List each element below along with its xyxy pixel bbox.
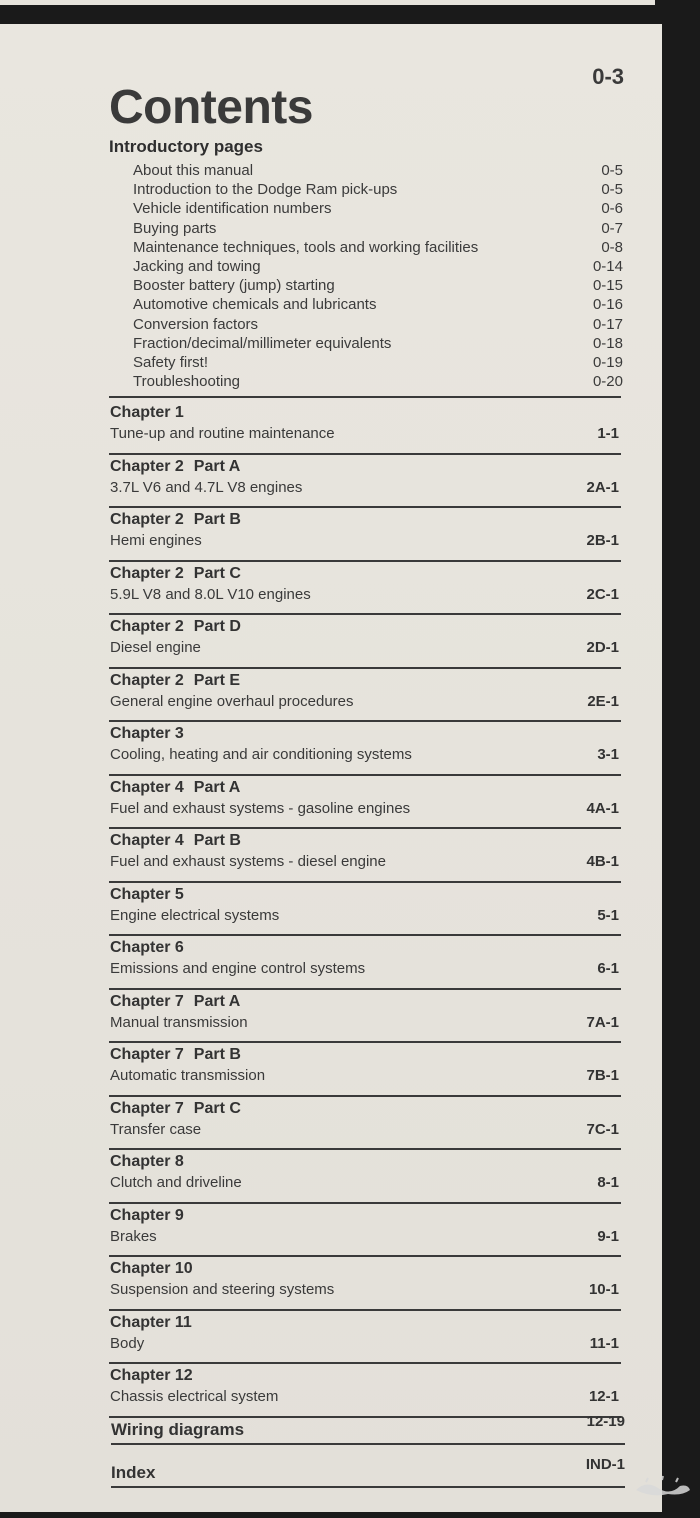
chapter-part: Part C bbox=[193, 1099, 241, 1117]
chapter-number: Chapter 2 bbox=[110, 457, 184, 475]
chapter-title: Hemi engines bbox=[110, 532, 202, 549]
chapter-entry bbox=[109, 562, 621, 616]
chapter-heading bbox=[110, 1314, 192, 1332]
chapter-title: Automatic transmission bbox=[110, 1067, 266, 1084]
chapter-page: 7A-1 bbox=[586, 1013, 619, 1031]
chapter-title: Clutch and driveline bbox=[110, 1174, 242, 1191]
chapter-title: Manual transmission bbox=[110, 1013, 248, 1031]
chapter-part: Part A bbox=[193, 457, 241, 475]
chapter-number: Chapter 6 bbox=[110, 939, 184, 956]
chapter-title: Cooling, heating and air conditioning systems bbox=[110, 746, 412, 763]
chapter-number: Chapter 2 bbox=[110, 671, 184, 689]
chapter-page: 10-1 bbox=[588, 1281, 619, 1298]
intro-item-page: 0-14 bbox=[592, 257, 623, 275]
intro-item bbox=[133, 180, 623, 199]
chapter-number: Chapter 7 bbox=[110, 992, 184, 1010]
intro-item-label: Conversion factors bbox=[133, 315, 259, 333]
chapter-part: Part D bbox=[193, 618, 241, 635]
chapter-title: 5.9L V8 and 8.0L V10 engines bbox=[110, 585, 311, 603]
intro-item bbox=[133, 353, 623, 372]
chapter-title: Fuel and exhaust systems - gasoline engines bbox=[110, 799, 411, 817]
index-label: Index bbox=[111, 1463, 156, 1482]
chapter-title: Body bbox=[110, 1334, 145, 1352]
chapter-entry bbox=[109, 829, 621, 883]
intro-item-page: 0-15 bbox=[592, 277, 623, 295]
chapter-part: Part B bbox=[193, 511, 241, 528]
chapter-entry bbox=[109, 615, 621, 669]
chapter-number: Chapter 10 bbox=[110, 1260, 193, 1277]
intro-item-page: 0-5 bbox=[601, 181, 623, 199]
chapter-heading bbox=[110, 1367, 193, 1385]
wiring-diagrams-label: Wiring diagrams bbox=[111, 1420, 245, 1439]
chapter-title: Transfer case bbox=[110, 1120, 202, 1138]
intro-divider bbox=[109, 396, 621, 398]
chapter-page: 11-1 bbox=[589, 1334, 619, 1352]
intro-item-label: Safety first! bbox=[133, 353, 209, 371]
intro-item-label: Booster battery (jump) starting bbox=[133, 277, 335, 295]
chapter-part: Part A bbox=[193, 992, 241, 1010]
intro-item bbox=[133, 257, 623, 276]
chapter-entry bbox=[109, 401, 621, 455]
intro-item bbox=[133, 161, 623, 180]
intro-item bbox=[133, 238, 623, 257]
chapter-number: Chapter 4 bbox=[110, 778, 184, 796]
chapter-list bbox=[109, 401, 621, 1418]
chapter-heading bbox=[110, 886, 184, 904]
chapter-entry bbox=[109, 1097, 621, 1151]
chapter-number: Chapter 2 bbox=[110, 564, 184, 582]
chapter-number: Chapter 9 bbox=[110, 1206, 184, 1224]
intro-item bbox=[133, 276, 623, 295]
intro-item bbox=[133, 334, 623, 353]
intro-item-page: 0-8 bbox=[601, 238, 623, 256]
chapter-page: 12-1 bbox=[588, 1388, 619, 1405]
chapter-heading bbox=[110, 404, 184, 422]
chapter-entry bbox=[109, 883, 621, 937]
chapter-entry bbox=[109, 1150, 621, 1204]
chapter-entry bbox=[109, 722, 621, 776]
chapter-number: Chapter 5 bbox=[110, 885, 184, 903]
chapter-entry bbox=[109, 1043, 621, 1097]
chapter-entry bbox=[109, 1311, 621, 1365]
chapter-entry bbox=[109, 669, 621, 723]
intro-item-label: Maintenance techniques, tools and working facilities bbox=[133, 238, 479, 256]
chapter-heading bbox=[110, 939, 184, 957]
chapter-page: 2C-1 bbox=[586, 585, 619, 603]
chapter-entry bbox=[109, 508, 621, 562]
chapter-title: 3.7L V6 and 4.7L V8 engines bbox=[110, 478, 303, 496]
chapter-part: Part E bbox=[193, 671, 241, 689]
chapter-heading bbox=[110, 672, 240, 690]
intro-item-label: Fraction/decimal/millimeter equivalents bbox=[133, 334, 392, 352]
chapter-title: Suspension and steering systems bbox=[110, 1281, 335, 1298]
chapter-page: 3-1 bbox=[597, 746, 619, 763]
chapter-page: 6-1 bbox=[597, 960, 619, 977]
intro-item-label: Automotive chemicals and lubricants bbox=[133, 296, 377, 314]
chapter-entry bbox=[109, 1204, 621, 1258]
chapter-title: Fuel and exhaust systems - diesel engine bbox=[110, 853, 386, 870]
chapter-number: Chapter 7 bbox=[110, 1099, 184, 1117]
chapter-page: 4B-1 bbox=[586, 853, 619, 870]
intro-item bbox=[133, 219, 623, 238]
chapter-heading bbox=[110, 779, 240, 797]
chapter-part: Part A bbox=[193, 778, 241, 796]
chapter-entry bbox=[109, 1257, 621, 1311]
chapter-heading bbox=[110, 618, 241, 636]
chapter-title: Chassis electrical system bbox=[110, 1388, 279, 1405]
intro-item-page: 0-17 bbox=[592, 315, 623, 333]
intro-item-page: 0-18 bbox=[592, 334, 623, 352]
chapter-entry bbox=[109, 455, 621, 509]
intro-item-label: Jacking and towing bbox=[133, 257, 261, 275]
intro-item-page: 0-16 bbox=[592, 296, 623, 314]
intro-item bbox=[133, 372, 623, 391]
chapter-title: Diesel engine bbox=[110, 639, 201, 656]
chapter-entry bbox=[109, 776, 621, 830]
chapter-heading bbox=[110, 993, 240, 1011]
chapter-part: Part C bbox=[193, 564, 241, 582]
intro-list bbox=[133, 161, 623, 391]
chapter-title: Emissions and engine control systems bbox=[110, 960, 366, 977]
top-border bbox=[0, 0, 655, 5]
chapter-entry bbox=[109, 990, 621, 1044]
chapter-page: 7C-1 bbox=[586, 1120, 619, 1138]
intro-item-page: 0-5 bbox=[601, 162, 623, 179]
chapter-heading bbox=[110, 1207, 184, 1225]
index-page: IND-1 bbox=[585, 1456, 625, 1473]
intro-item-page: 0-6 bbox=[601, 200, 623, 218]
chapter-number: Chapter 11 bbox=[110, 1313, 192, 1331]
index-entry bbox=[111, 1452, 625, 1488]
intro-item bbox=[133, 295, 623, 314]
wiring-diagrams-page: 12-19 bbox=[586, 1413, 625, 1430]
page-title: Contents bbox=[109, 81, 313, 134]
chapter-number: Chapter 12 bbox=[110, 1367, 193, 1384]
intro-item-label: Buying parts bbox=[133, 219, 217, 237]
chapter-number: Chapter 2 bbox=[110, 618, 184, 635]
chapter-heading bbox=[110, 1100, 241, 1118]
intro-item bbox=[133, 199, 623, 218]
chapter-heading bbox=[110, 725, 184, 743]
chapter-title: Tune-up and routine maintenance bbox=[110, 425, 335, 442]
wiring-diagrams-entry bbox=[111, 1409, 625, 1445]
chapter-number: Chapter 3 bbox=[110, 725, 184, 742]
chapter-page: 1-1 bbox=[597, 425, 619, 442]
chapter-title: General engine overhaul procedures bbox=[110, 692, 354, 710]
chapter-number: Chapter 8 bbox=[110, 1153, 184, 1170]
chapter-part: Part B bbox=[193, 1046, 241, 1063]
chapter-page: 2A-1 bbox=[586, 478, 619, 496]
manual-page bbox=[0, 24, 662, 1512]
page-number: 0-3 bbox=[592, 64, 624, 89]
chapter-heading bbox=[110, 832, 241, 850]
chapter-heading bbox=[110, 1153, 184, 1171]
chapter-page: 9-1 bbox=[597, 1227, 619, 1245]
chapter-part: Part B bbox=[193, 832, 241, 849]
chapter-heading bbox=[110, 1260, 193, 1278]
chapter-title: Engine electrical systems bbox=[110, 906, 280, 924]
chapter-entry bbox=[109, 936, 621, 990]
watermark-logo bbox=[632, 1470, 694, 1500]
chapter-heading bbox=[110, 565, 241, 583]
intro-item-page: 0-19 bbox=[592, 353, 623, 371]
chapter-number: Chapter 1 bbox=[110, 404, 184, 421]
chapter-number: Chapter 4 bbox=[110, 832, 184, 849]
chapter-heading bbox=[110, 458, 240, 476]
chapter-title: Brakes bbox=[110, 1227, 157, 1245]
chapter-page: 5-1 bbox=[597, 906, 619, 924]
intro-item-page: 0-7 bbox=[601, 219, 623, 237]
chapter-number: Chapter 7 bbox=[110, 1046, 184, 1063]
intro-heading: Introductory pages bbox=[109, 137, 263, 156]
chapter-page: 2E-1 bbox=[587, 692, 619, 710]
intro-item-label: Introduction to the Dodge Ram pick-ups bbox=[133, 181, 398, 199]
intro-item-label: Vehicle identification numbers bbox=[133, 200, 332, 218]
chapter-heading bbox=[110, 1046, 241, 1064]
chapter-page: 2B-1 bbox=[586, 532, 619, 549]
chapter-heading bbox=[110, 511, 241, 529]
intro-item-label: Troubleshooting bbox=[133, 373, 241, 391]
chapter-page: 2D-1 bbox=[586, 639, 619, 656]
chapter-page: 8-1 bbox=[597, 1174, 619, 1191]
chapter-number: Chapter 2 bbox=[110, 511, 184, 528]
intro-item-page: 0-20 bbox=[592, 373, 623, 391]
chapter-page: 4A-1 bbox=[586, 799, 619, 817]
chapter-page: 7B-1 bbox=[586, 1067, 619, 1084]
intro-item bbox=[133, 315, 623, 334]
intro-item-label: About this manual bbox=[133, 162, 254, 179]
